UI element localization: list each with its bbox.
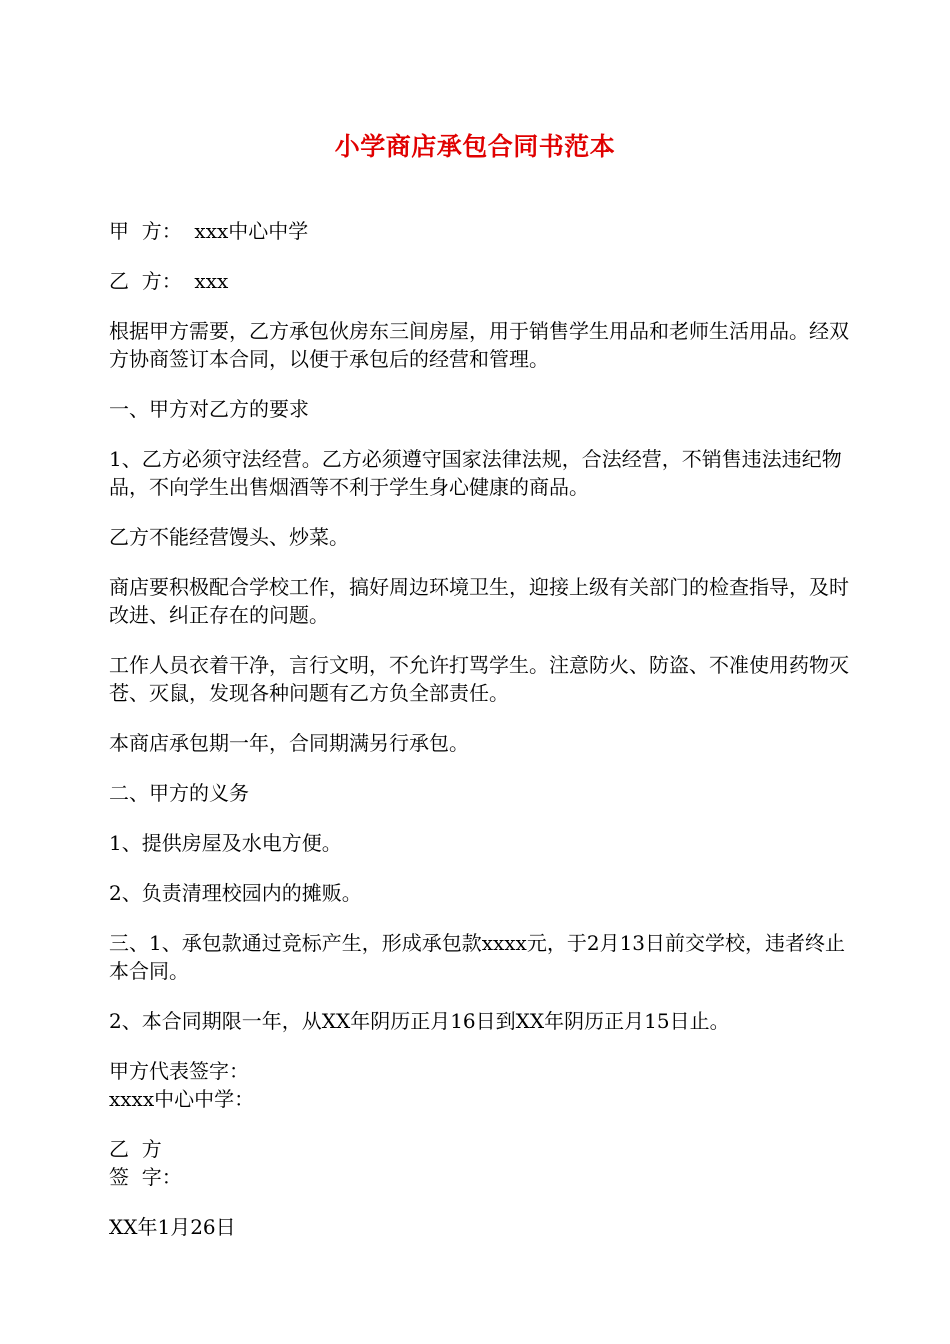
document-title: 小学商店承包合同书范本 bbox=[334, 132, 616, 161]
party-a-representative-signature: 甲方代表签字： bbox=[109, 1059, 249, 1083]
preamble-paragraph: 根据甲方需要，乙方承包伙房东三间房屋，用于销售学生用品和老师生活用品。经双方协商签订本合同，以便于承包后的经营和管理。 bbox=[109, 319, 849, 371]
clause-paragraph: 三、1、承包款通过竞标产生，形成承包款xxxx元，于2月13日前交学校，违者终止本合同。 bbox=[109, 931, 846, 983]
clause-paragraph: 2、本合同期限一年，从XX年阴历正月16日到XX年阴历正月15日止。 bbox=[109, 1009, 730, 1033]
party-b-line: 乙 方： xxx bbox=[109, 269, 229, 293]
party-a-line: 甲 方： xxx中心中学 bbox=[109, 219, 309, 243]
clause-paragraph: 2、负责清理校园内的摊贩。 bbox=[109, 881, 362, 905]
clause-paragraph: 工作人员衣着干净，言行文明，不允许打骂学生。注意防火、防盗、不准使用药物灭苍、灭鼠，发现各种问题有乙方负全部责任。 bbox=[109, 653, 849, 705]
clause-paragraph: 乙方不能经营馒头、炒菜。 bbox=[109, 525, 349, 549]
party-a-school-signature: xxxx中心中学： bbox=[109, 1087, 255, 1111]
document-body bbox=[109, 217, 854, 1263]
clause-paragraph: 1、提供房屋及水电方便。 bbox=[109, 831, 342, 855]
clause-paragraph: 本商店承包期一年，合同期满另行承包。 bbox=[109, 731, 469, 755]
section-heading-obligations: 二、甲方的义务 bbox=[109, 781, 249, 805]
clause-paragraph: 1、乙方必须守法经营。乙方必须遵守国家法律法规，合法经营，不销售违法违纪物品，不向学生出售烟酒等不利于学生身心健康的商品。 bbox=[109, 447, 842, 499]
party-b-label: 乙 方 bbox=[109, 1137, 162, 1161]
signing-date: XX年1月26日 bbox=[109, 1215, 236, 1239]
clause-paragraph: 商店要积极配合学校工作，搞好周边环境卫生，迎接上级有关部门的检查指导，及时改进、纠正存在的问题。 bbox=[109, 575, 849, 627]
party-b-signature: 签 字： bbox=[109, 1165, 182, 1189]
section-heading-requirements: 一、甲方对乙方的要求 bbox=[109, 397, 309, 421]
